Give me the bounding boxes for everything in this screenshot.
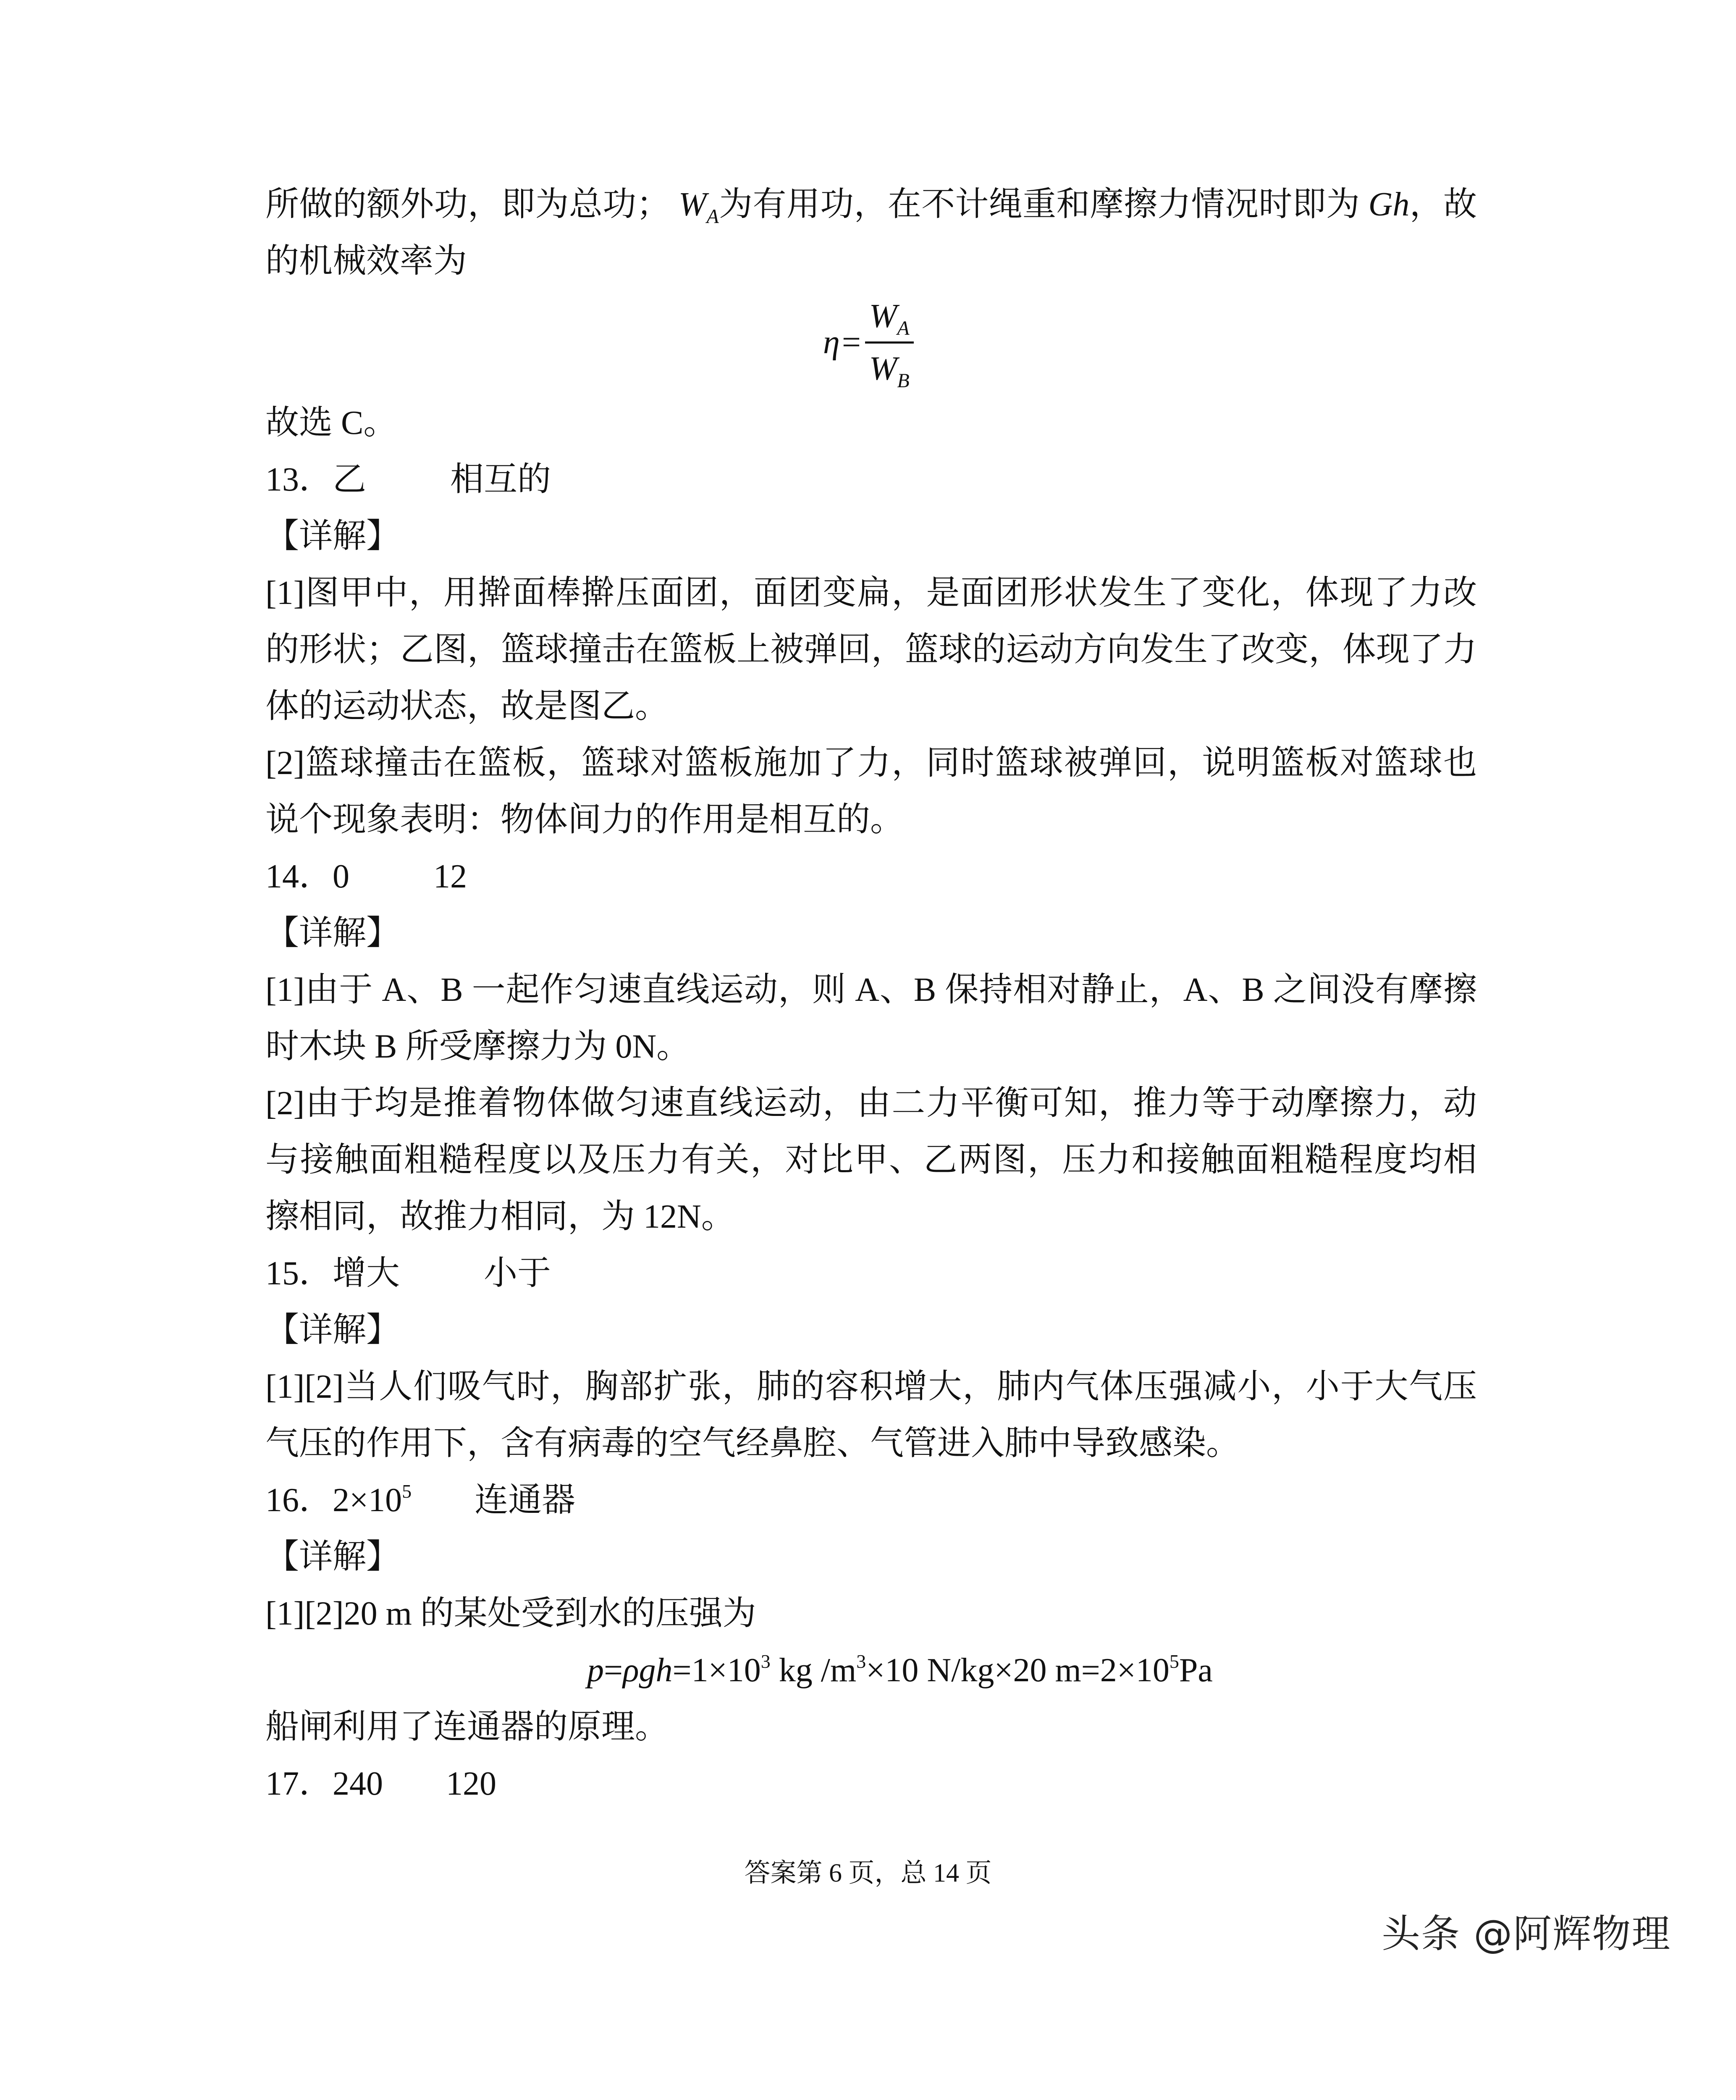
text-line: [1][2]20 m 的某处受到水的压强为 [265, 1595, 756, 1632]
answer: 相互的 [450, 461, 551, 498]
question-number: 13． [265, 461, 333, 498]
answer: 2×10 [333, 1482, 402, 1519]
superscript: 5 [1169, 1651, 1179, 1672]
text: 为有用功，在不计绳重和摩擦力情况时即为 [719, 186, 1360, 223]
math-w: W [869, 350, 897, 387]
answer: 小于 [484, 1255, 551, 1292]
text-line: [2]篮球撞击在篮板，篮球对篮板施加了力，同时篮球被弹回，说明篮板对篮球也 [265, 745, 1477, 782]
answer: 12 [433, 858, 467, 895]
efficiency-formula [823, 290, 1736, 395]
text: ，故 [1409, 186, 1477, 223]
question-number: 16． [265, 1482, 333, 1519]
text-line: 故选 C。 [265, 404, 397, 441]
answer-16 [265, 1472, 1736, 1529]
math: p [587, 1652, 604, 1689]
text-line: [2]由于均是推着物体做匀速直线运动，由二力平衡可知，推力等于动摩擦力，动 [265, 1085, 1477, 1122]
superscript: 3 [760, 1651, 771, 1672]
detail-heading: 【详解】 [265, 1538, 400, 1575]
question-number: 17． [265, 1765, 333, 1802]
text-line: [1]由于 A、B 一起作匀速直线运动，则 A、B 保持相对静止，A、B 之间没有摩擦 [265, 971, 1477, 1008]
answer-17 [265, 1756, 1736, 1812]
math: kg /m [770, 1652, 857, 1689]
answer-15 [265, 1245, 1736, 1302]
math-w: W [869, 297, 897, 335]
answer: 120 [446, 1765, 496, 1802]
math: =1×10 [672, 1652, 761, 1689]
answer: 乙 [333, 461, 366, 498]
math-wa [678, 186, 719, 228]
answer-14 [265, 848, 1736, 905]
question-number: 14． [265, 858, 333, 895]
math-sub: A [897, 317, 910, 339]
pressure-formula [265, 1642, 1736, 1699]
detail-heading: 【详解】 [265, 518, 400, 555]
answer: 0 [333, 858, 349, 895]
denominator [865, 344, 914, 390]
eta: η= [823, 323, 863, 361]
numerator [865, 295, 914, 344]
text: 所做的额外功，即为总功； [265, 186, 670, 223]
answer: 连通器 [475, 1482, 576, 1519]
text-line: 擦相同，故推力相同，为 12N。 [265, 1198, 735, 1235]
page-footer: 答案第 6 页，总 14 页 [744, 1859, 992, 1887]
watermark: 头条 @阿辉物理 [1382, 1911, 1671, 1956]
math-gh: Gh [1368, 186, 1410, 223]
text-line: 与接触面粗糙程度以及压力有关，对比甲、乙两图，压力和接触面粗糙程度均相 [265, 1142, 1477, 1179]
detail-heading: 【详解】 [265, 1312, 400, 1349]
text-line: 体的运动状态，故是图乙。 [265, 688, 669, 725]
math-sub: B [897, 369, 910, 392]
math-w: W [678, 186, 707, 223]
text-line: 说个现象表明：物体间力的作用是相互的。 [265, 801, 904, 838]
text-line [265, 176, 1477, 233]
answer: 240 [333, 1765, 383, 1802]
fraction [865, 295, 914, 390]
math: = [604, 1652, 623, 1689]
answer-13 [265, 452, 1736, 508]
text-line: [1]图甲中，用擀面棒擀压面团，面团变扁，是面团形状发生了变化，体现了力改 [265, 575, 1477, 612]
superscript: 5 [402, 1480, 412, 1502]
question-number: 15． [265, 1255, 333, 1292]
text-line: [1][2]当人们吸气时，胸部扩张，肺的容积增大，肺内气体压强减小，小于大气压 [265, 1368, 1477, 1405]
math: ρgh [623, 1652, 673, 1689]
text-line: 的机械效率为 [265, 243, 467, 280]
text-line: 船闸利用了连通器的原理。 [265, 1709, 669, 1746]
text-line: 的形状；乙图，篮球撞击在篮板上被弹回，篮球的运动方向发生了改变，体现了力 [265, 631, 1477, 668]
detail-heading: 【详解】 [265, 915, 400, 952]
text-line: 时木块 B 所受摩擦力为 0N。 [265, 1028, 690, 1065]
math-sub: A [706, 205, 719, 228]
superscript: 3 [856, 1651, 866, 1672]
text-line: 气压的作用下，含有病毒的空气经鼻腔、气管进入肺中导致感染。 [265, 1425, 1240, 1462]
math: Pa [1179, 1652, 1213, 1689]
answer: 增大 [333, 1255, 400, 1292]
math: ×10 N/kg×20 m=2×10 [866, 1652, 1170, 1689]
